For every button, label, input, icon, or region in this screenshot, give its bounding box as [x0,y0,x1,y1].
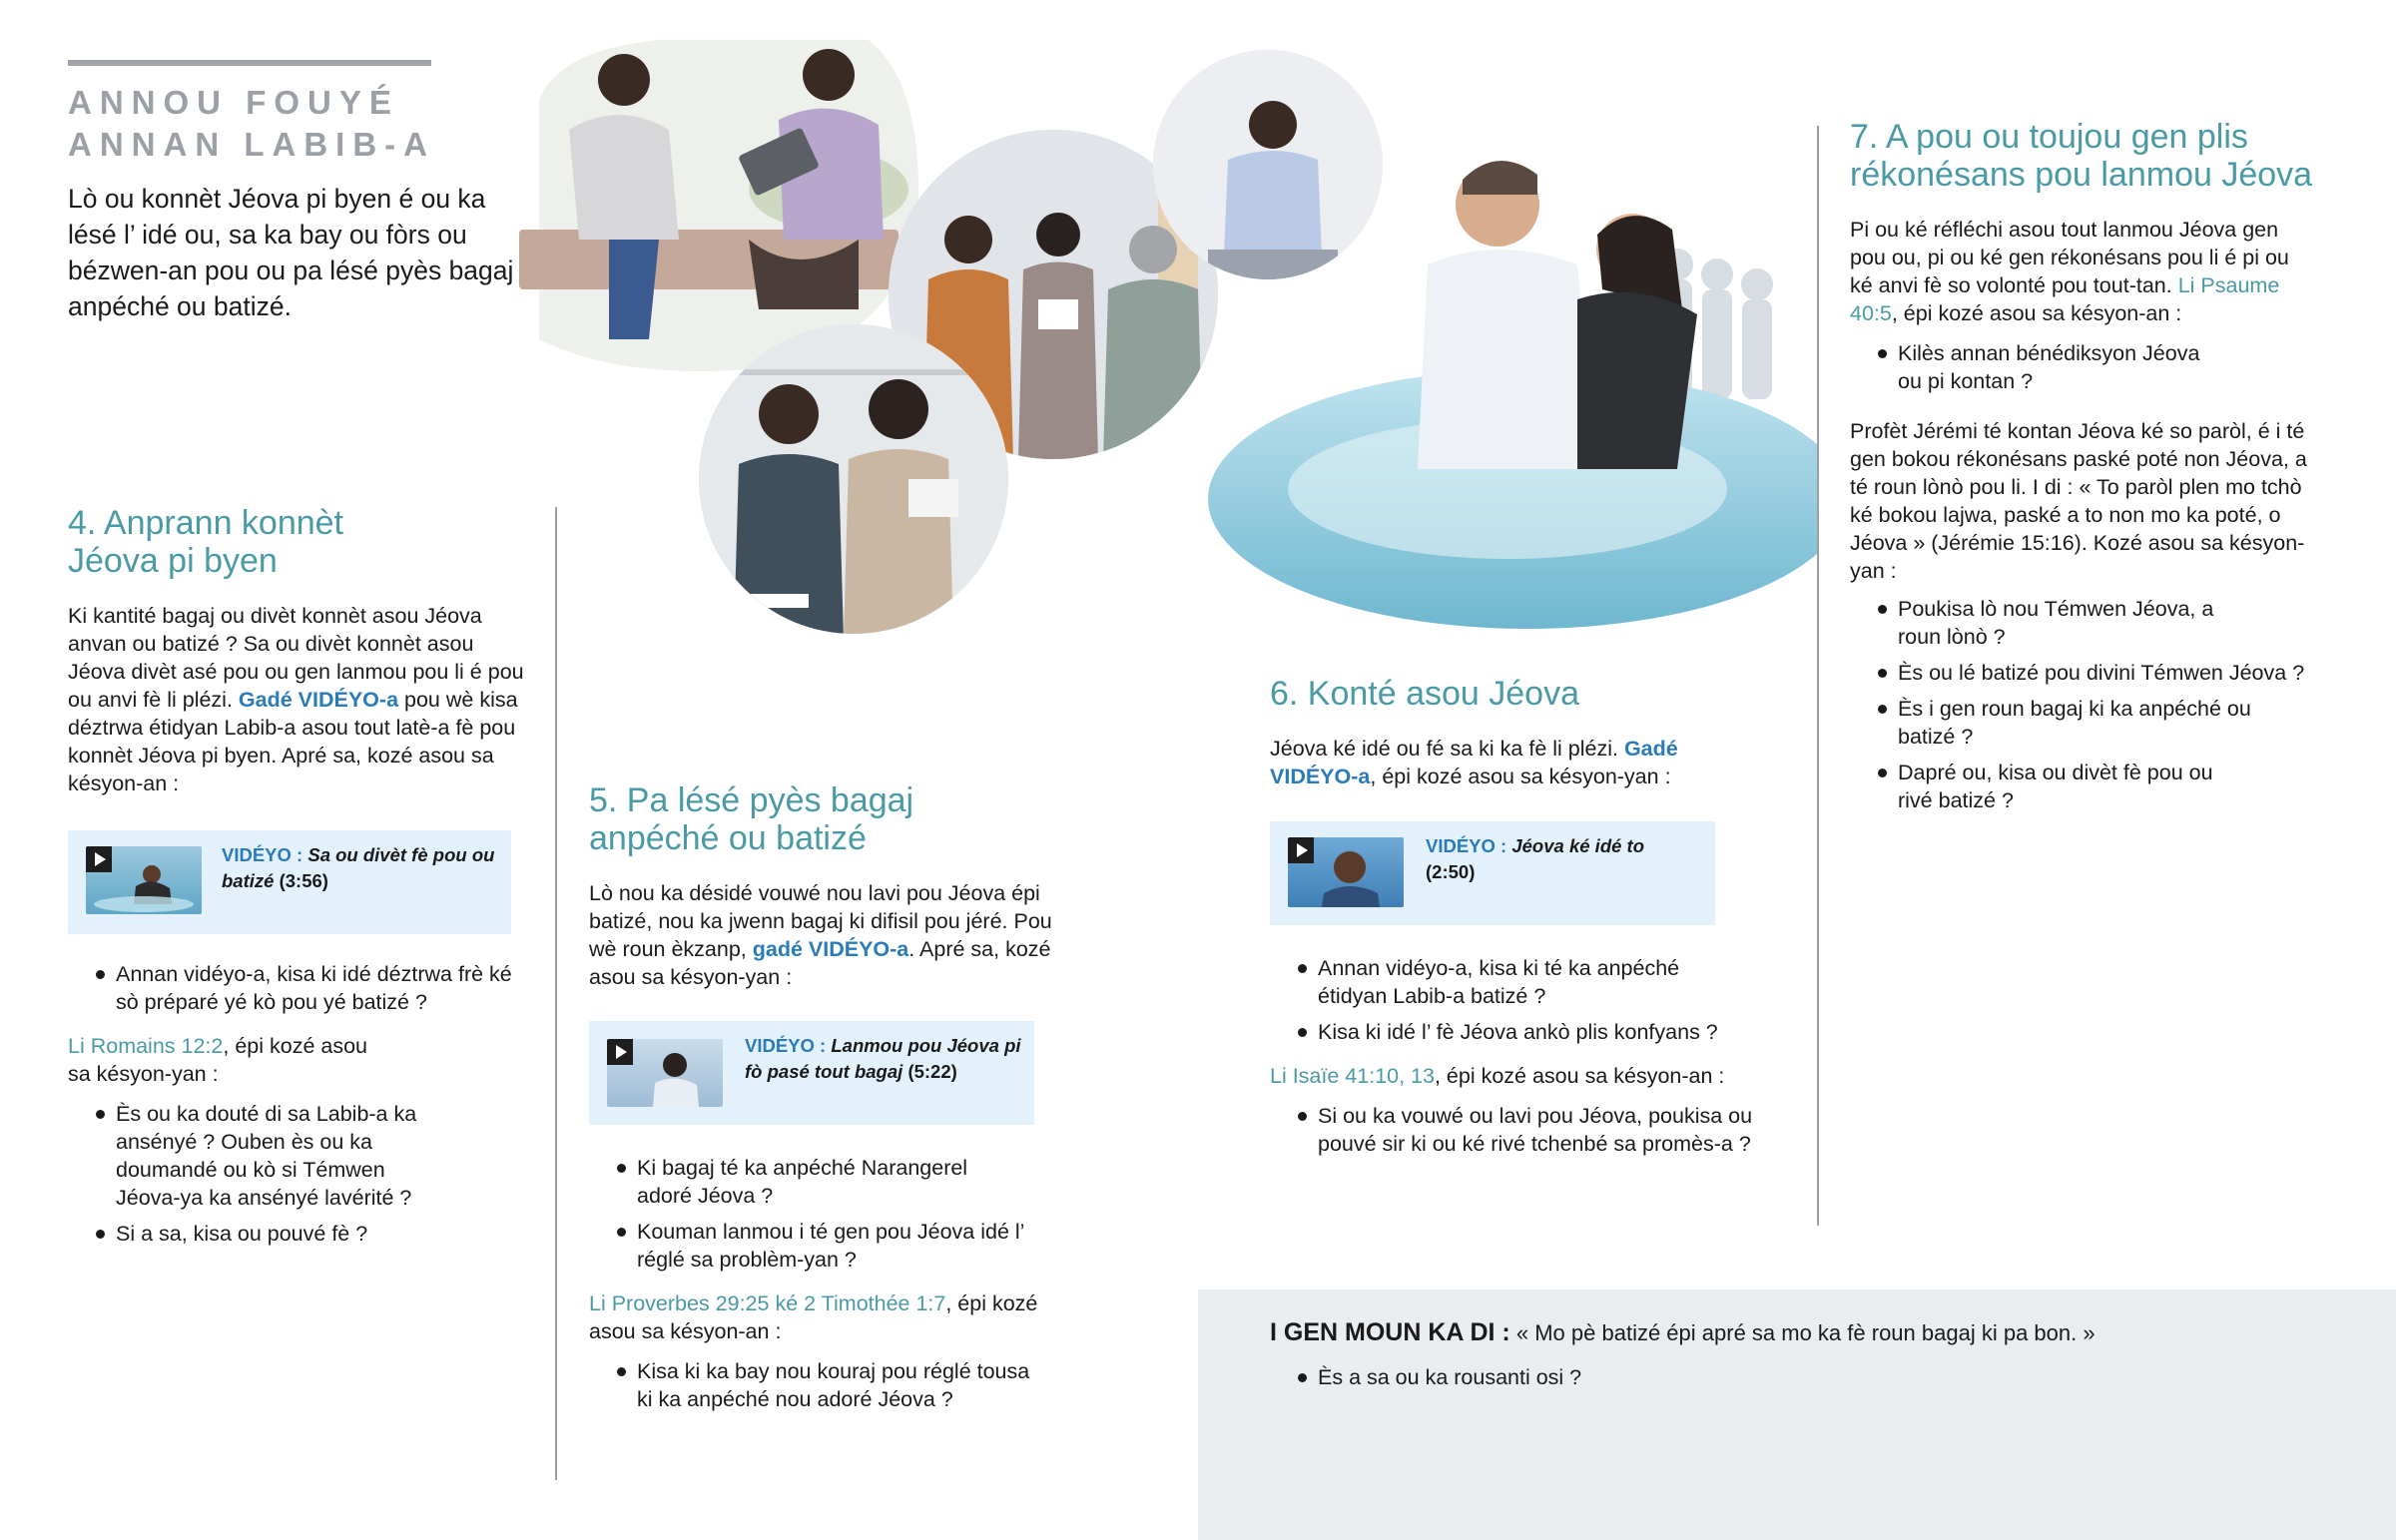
section-7-questions-2 [1850,595,2369,814]
video-box-5[interactable] [589,1021,1034,1125]
header-rule [68,60,431,66]
question-item: Ès i gen roun bagaj ki ka anpéché ou batizé ? [1850,695,2277,751]
section-5-paragraph: Lò nou ka désidé vouwé nou lavi pou Jéova épi batizé, nou ka jwenn bagaj ki difisil pou jéré. Pou wè roun èkzanp, gadé VIDÉYO-a. Apré sa, kozé asou sa késyon-yan : [589,881,1052,989]
section-6-lower [1270,954,1809,1166]
section-4-paragraph: Ki kantité bagaj ou divèt konnèt asou Jéova anvan ou batizé ? Sa ou divèt konnèt asou Jéova divèt asé pou ou gen lanmou pou li é pou ou anvi fè li plézi. Gadé VIDÉYO-a pou wè kisa déztrwa étidyan Labib-a asou tout latè-a fè pou konnèt Jéova pi byen. Apré sa, kozé asou sa késyon-an : [68,604,524,795]
video-box-6[interactable] [1270,821,1715,925]
people-say-quote: « Mo pè batizé épi apré sa mo ka fè roun bagaj ki pa bon. » [1515,1320,2096,1345]
section-7 [1850,118,2369,822]
question-item: Kisa ki ka bay nou kouraj pou réglé tousa ki ka anpéché nou adoré Jéova ? [589,1357,1048,1413]
scripture-link-psaume[interactable]: Li Psaume 40:5 [1850,273,2280,325]
play-icon[interactable] [607,1039,633,1065]
video-label-6[interactable]: VIDÉYO : Jéova ké idé to (2:50) [1426,835,1645,882]
question-item: Ès ou ka douté di sa Labib-a ka ansényé ? Ouben ès ou ka doumandé ou kò si Témwen Jéova-ya ka ansényé lavérité ? [68,1100,447,1212]
candidate-shirt [1577,292,1697,469]
play-icon[interactable] [86,846,112,872]
section-5-questions-2 [589,1357,1048,1413]
section-5 [589,781,1078,991]
scripture-link-romains[interactable]: Li Romains 12:2 [68,1034,224,1058]
people-say-questions [1270,1363,2268,1399]
people-say-line [1270,1317,2368,1348]
series-title [68,82,487,166]
section-7-paragraph-2: Profèt Jérémi té kontan Jéova ké so paròl, é i té gen bokou rékonésans paské poté non Jéova, a té roun lònò pou li. I di : « To paròl plen mo tchò ké bokou lajwa, paské a to non mo ka poté, o Jéova » (Jérémie 15:16). Kozé asou sa késyon-yan : [1850,419,2307,583]
scripture-link-isaie[interactable]: Li Isaïe 41:10, 13 [1270,1064,1435,1088]
column-divider-1 [555,507,557,1480]
people-say-label: I GEN MOUN KA DI : [1270,1318,1510,1346]
question-item: Kilès annan bénédiksyon Jéova ou pi kontan ? [1850,339,2229,395]
series-title-line1: ANNOU FOUYÉ [68,84,399,121]
series-title-line2: ANNAN LABIB-A [68,126,435,163]
question-item: Si ou ka vouwé ou lavi pou Jéova, poukisa ou pouvé sir ki ou ké rivé tchenbé sa promès-a ? [1270,1102,1789,1158]
question-item: Annan vidéyo-a, kisa ki té ka anpéché étidyan Labib-a batizé ? [1270,954,1709,1010]
play-icon[interactable] [1288,837,1314,863]
question-item: Si a sa, kisa ou pouvé fè ? [68,1220,447,1248]
video-thumbnail-4[interactable] [86,846,202,914]
section-6 [1270,675,1729,790]
scripture-link-proverbes[interactable]: Li Proverbes 29:25 ké 2 Timothée 1:7 [589,1291,946,1315]
section-5-title: 5. Pa lésé pyès bagaj anpéché ou batizé [589,781,914,857]
person-body [569,115,679,240]
person-head [803,49,855,101]
watch-video-link-4[interactable]: Gadé VIDÉYO-a [238,688,399,712]
column-divider-2 [1817,126,1819,1226]
video-thumbnail-5[interactable] [607,1039,723,1107]
section-6-questions-2 [1270,1102,1789,1158]
video-box-4[interactable] [68,830,511,934]
watch-video-link-5[interactable]: gadé VIDÉYO-a [752,937,909,961]
baptizer-shirt [1418,250,1597,469]
section-4-title: 4. Anprann konnèt Jéova pi byen [68,504,344,580]
question-item: Annan vidéyo-a, kisa ki idé déztrwa frè ké sò préparé yé kò pou yé batizé ? [68,960,527,1016]
question-item: Kouman lanmou i té gen pou Jéova idé l’ réglé sa problèm-yan ? [589,1218,1028,1274]
section-4-lower [68,960,527,1256]
section-6-scripture-line: Li Isaïe 41:10, 13, épi kozé asou sa késyon-an : [1270,1064,1725,1088]
video-label-5[interactable]: VIDÉYO : Lanmou pou Jéova pi fò pasé tout bagaj (5:22) [745,1035,1021,1082]
question-item: Ki bagaj té ka anpéché Narangerel adoré Jéova ? [589,1154,1028,1210]
question-item: Ès ou lé batizé pou divini Témwen Jéova ? [1850,659,2369,687]
section-7-paragraph-1: Pi ou ké réfléchi asou tout lanmou Jéova gen pou ou, pi ou ké gen rékonésans pou li é pi ou ké anvi fè so volonté pou tout-tan. Li Psaume 40:5, épi kozé asou sa késyon-an : [1850,218,2289,325]
question-item: Poukisa lò nou Témwen Jéova, a roun lònò ? [1850,595,2237,651]
watch-video-link-6[interactable]: Gadé VIDÉYO-a [1270,737,1678,788]
section-7-title: 7. A pou ou toujou gen plis rékonésans pou lanmou Jéova [1850,118,2313,194]
section-5-scripture-line: Li Proverbes 29:25 ké 2 Timothée 1:7, épi kozé asou sa késyon-an : [589,1291,1038,1343]
intro-text: Lò ou konnèt Jéova pi byen é ou ka lésé l’ idé ou, sa ka bay ou fòrs ou bézwen-an pou ou pa lésé pyès bagaj anpéché ou batizé. [68,184,514,321]
section-4-questions-1 [68,960,527,1016]
section-5-lower [589,1154,1058,1421]
people-say-panel [1198,1289,2396,1540]
video-label-4[interactable]: VIDÉYO : Sa ou divèt fè pou ou batizé (3:56) [222,844,495,891]
section-6-title: 6. Konté asou Jéova [1270,675,1580,713]
question-item: Ès a sa ou ka rousanti osi ? [1270,1363,2268,1391]
section-6-questions-1 [1270,954,1718,1046]
section-4-scripture-line: Li Romains 12:2, épi kozé asou sa késyon-yan : [68,1034,367,1086]
section-7-questions-1 [1850,339,2229,395]
section-6-paragraph: Jéova ké idé ou fé sa ki ka fè li plézi. Gadé VIDÉYO-a, épi kozé asou sa késyon-yan : [1270,737,1678,788]
section-5-questions-1 [589,1154,1028,1274]
section-4-questions-2 [68,1100,447,1248]
question-item: Kisa ki idé l’ fè Jéova ankò plis konfyans ? [1270,1018,1857,1046]
person-head [598,54,650,106]
section-4 [68,504,527,797]
illustration-baptism [1058,50,1817,649]
baptizer-hair [1463,161,1537,195]
question-item: Dapré ou, kisa ou divèt fè pou ou rivé batizé ? [1850,759,2237,814]
video-thumbnail-6[interactable] [1288,837,1404,907]
